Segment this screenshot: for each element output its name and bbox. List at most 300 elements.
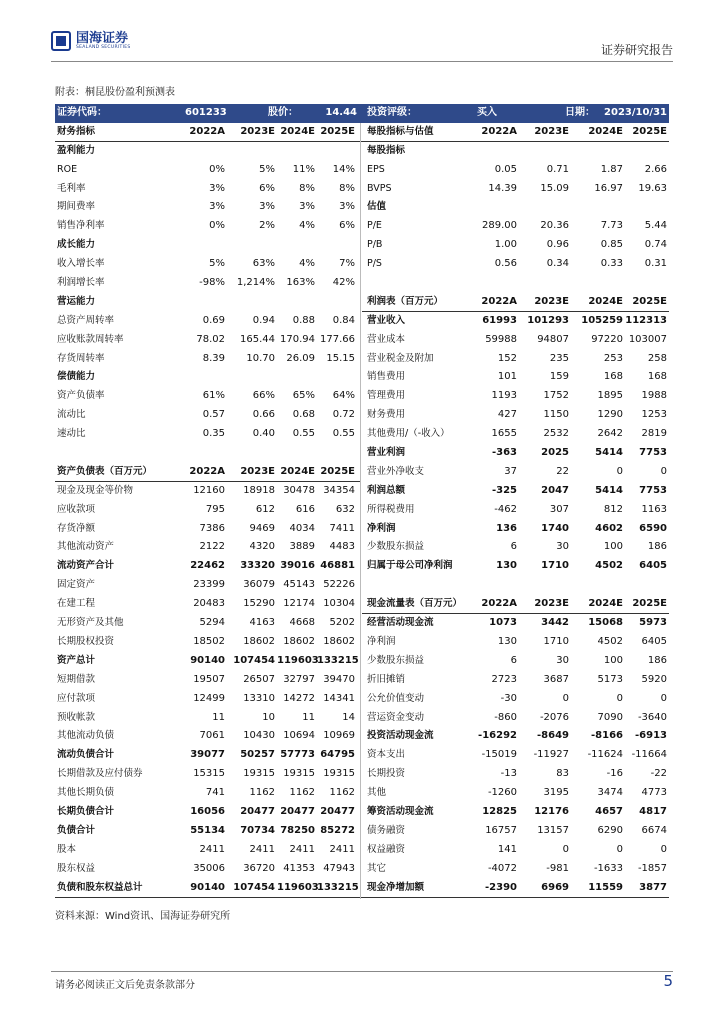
table-cell: 1162	[289, 787, 315, 799]
table-cell	[227, 444, 275, 463]
table-cell: 0	[616, 692, 623, 704]
table-cell: 6405	[639, 560, 667, 572]
row-label: 固定资产	[57, 579, 96, 591]
table-cell: 812	[603, 503, 623, 515]
table-cell	[277, 368, 315, 387]
row-label: 每股指标	[367, 144, 406, 156]
row-label: 利润增长率	[57, 277, 105, 289]
table-cell: 165.44	[240, 333, 275, 345]
table-cell: 2025E	[320, 125, 355, 137]
table-row	[55, 274, 669, 293]
row-label: 公允价值变动	[367, 692, 425, 704]
table-cell: 39016	[280, 560, 315, 572]
table-cell: 39077	[190, 749, 225, 761]
table-cell	[519, 142, 569, 161]
table-cell: -16292	[478, 730, 517, 742]
table-cell: 15290	[243, 598, 275, 610]
table-cell: 37	[504, 465, 517, 477]
table-cell: 235	[549, 352, 569, 364]
table-cell: 97220	[591, 333, 623, 345]
row-label: 长期借款及应付债券	[57, 768, 143, 780]
table-cell: 0	[660, 843, 667, 855]
table-cell: 1253	[641, 409, 667, 421]
table-cell	[175, 142, 225, 161]
table-row	[55, 501, 669, 520]
table-cell: 2411	[199, 843, 225, 855]
table-cell: 2%	[259, 220, 275, 232]
row-label: 偿债能力	[57, 371, 96, 383]
row-label: 筹资活动现金流	[367, 805, 434, 817]
table-cell: -13	[500, 768, 517, 780]
table-cell: 19315	[243, 768, 275, 780]
table-cell: 16056	[190, 805, 225, 817]
table-cell: 4657	[595, 805, 623, 817]
table-cell: 307	[549, 503, 569, 515]
row-label: 应付款项	[57, 692, 96, 704]
table-cell: 616	[295, 503, 315, 515]
table-cell: 2024E	[588, 598, 623, 610]
disclaimer-note: 请务必阅读正文后免责条款部分	[55, 980, 195, 991]
table-cell: 258	[647, 352, 667, 364]
table-cell: 16.97	[594, 182, 623, 194]
table-row	[55, 350, 669, 369]
table-cell: 3195	[543, 787, 569, 799]
row-label: 盈利能力	[57, 144, 96, 156]
table-row	[55, 463, 669, 482]
table-cell: 5973	[639, 617, 667, 629]
table-cell: 101293	[527, 314, 569, 326]
table-cell	[227, 368, 275, 387]
table-cell: 2022A	[189, 465, 225, 477]
table-cell: -8166	[591, 730, 623, 742]
table-cell: 1988	[641, 390, 667, 402]
table-top-row	[55, 104, 669, 123]
table-cell: -363	[491, 447, 517, 459]
table-cell: 177.66	[320, 333, 355, 345]
stock-code: 601233	[185, 107, 227, 118]
table-cell: 0.72	[332, 409, 355, 421]
table-cell: 6	[510, 541, 517, 553]
table-cell: 4%	[299, 258, 315, 270]
company-logo	[51, 31, 131, 51]
row-label: 投资活动现金流	[367, 730, 434, 742]
row-label: 应收款项	[57, 503, 96, 515]
table-cell: 4483	[329, 541, 355, 553]
table-cell: 4668	[289, 617, 315, 629]
table-cell	[227, 142, 275, 161]
table-cell: 1752	[543, 390, 569, 402]
row-label: 管理费用	[367, 390, 406, 402]
row-label: 资产负债表（百万元）	[57, 465, 153, 477]
table-cell: 78.02	[196, 333, 225, 345]
table-cell: 0	[660, 692, 667, 704]
table-cell: 1740	[541, 522, 569, 534]
page-number: 5	[663, 972, 673, 990]
table-row	[55, 803, 669, 822]
table-cell: 5920	[641, 673, 667, 685]
row-label: P/E	[367, 220, 382, 232]
table-cell: 2024E	[280, 125, 315, 137]
table-cell: 1,214%	[236, 277, 275, 289]
table-row	[55, 841, 669, 860]
table-row	[55, 690, 669, 709]
table-row	[55, 387, 669, 406]
row-label: 速动比	[57, 428, 86, 440]
row-label: 净利润	[367, 522, 396, 534]
table-cell	[519, 576, 569, 595]
table-cell: -325	[491, 484, 517, 496]
table-cell: 30	[556, 654, 569, 666]
table-cell: 22	[556, 465, 569, 477]
table-cell: 136	[496, 522, 517, 534]
row-label: 经营活动现金流	[367, 617, 434, 629]
table-cell: 4163	[249, 617, 275, 629]
table-cell: 0.55	[292, 428, 315, 440]
table-cell: 0.55	[332, 428, 355, 440]
row-label: ROE	[57, 163, 78, 175]
table-cell: 12176	[534, 805, 569, 817]
table-cell: 612	[255, 503, 275, 515]
table-cell: 26.09	[286, 352, 315, 364]
table-row	[55, 520, 669, 539]
row-label: 销售净利率	[57, 220, 105, 232]
table-cell: 130	[497, 635, 517, 647]
row-label: 每股指标与估值	[367, 125, 434, 137]
row-label: 应收账款周转率	[57, 333, 124, 345]
table-cell: 1290	[597, 409, 623, 421]
table-cell	[475, 142, 517, 161]
table-cell: 103007	[628, 333, 667, 345]
table-cell: 2723	[491, 673, 517, 685]
table-cell: 11	[302, 711, 315, 723]
row-label: 其他	[367, 787, 387, 799]
price-value: 14.44	[325, 107, 357, 118]
table-cell: 107454	[233, 654, 275, 666]
table-cell	[519, 198, 569, 217]
footer-divider	[51, 971, 673, 972]
table-cell: 4817	[639, 805, 667, 817]
row-label: 营业收入	[367, 314, 406, 326]
table-cell: 14341	[323, 692, 355, 704]
table-cell: 2023E	[534, 125, 569, 137]
table-cell: 2642	[597, 428, 623, 440]
table-cell: 168	[647, 371, 667, 383]
table-cell: 85272	[320, 824, 355, 836]
table-row	[55, 255, 669, 274]
table-cell: 66%	[252, 390, 275, 402]
rating-value: 买入	[477, 107, 497, 118]
row-label: 归属于母公司净利润	[367, 560, 453, 572]
table-cell: 133215	[317, 654, 359, 666]
table-cell: 19507	[193, 673, 225, 685]
page-header	[51, 31, 673, 61]
table-cell: 7061	[199, 730, 225, 742]
row-label: 短期借款	[57, 673, 96, 685]
row-label: 其他长期负债	[57, 787, 115, 799]
table-cell: 0.31	[644, 258, 667, 270]
table-cell	[317, 293, 355, 312]
row-label: 销售费用	[367, 371, 406, 383]
table-caption: 附表：桐昆股份盈利预测表	[55, 87, 175, 98]
table-row	[55, 879, 669, 898]
table-cell: 7.73	[600, 220, 623, 232]
table-cell: 6290	[597, 824, 623, 836]
table-cell: 1.00	[494, 239, 517, 251]
table-cell	[571, 274, 623, 293]
table-cell: 20477	[320, 805, 355, 817]
table-cell: 8%	[339, 182, 355, 194]
row-label: 营业税金及附加	[367, 352, 434, 364]
table-cell: 45143	[283, 579, 315, 591]
table-cell: 14.39	[488, 182, 517, 194]
table-cell: 14272	[283, 692, 315, 704]
table-cell: 59988	[485, 333, 517, 345]
header-divider	[51, 61, 673, 62]
table-cell: 0	[616, 465, 623, 477]
table-cell: 10304	[323, 598, 355, 610]
table-cell: 3%	[209, 201, 225, 213]
table-cell: -2390	[485, 881, 517, 893]
table-cell: 5414	[595, 447, 623, 459]
table-cell: 5.44	[644, 220, 667, 232]
table-cell: 41353	[283, 862, 315, 874]
table-cell: 152	[497, 352, 517, 364]
table-cell: 30478	[283, 484, 315, 496]
row-label: 资产负债率	[57, 390, 105, 402]
table-cell: 6%	[259, 182, 275, 194]
table-cell: 11559	[588, 881, 623, 893]
table-cell: 11	[212, 711, 225, 723]
document-type: 证券研究报告	[600, 43, 673, 57]
table-cell: 7411	[329, 522, 355, 534]
table-cell: -11624	[587, 749, 623, 761]
table-row	[55, 425, 669, 444]
table-cell: 7386	[199, 522, 225, 534]
table-cell: 5173	[597, 673, 623, 685]
table-cell: 6590	[639, 522, 667, 534]
table-cell: 13310	[243, 692, 275, 704]
table-cell: 168	[603, 371, 623, 383]
row-label: 营运资金变动	[367, 711, 425, 723]
table-cell: 35006	[193, 862, 225, 874]
table-cell: 36079	[243, 579, 275, 591]
table-cell	[625, 198, 667, 217]
table-cell: 0	[562, 692, 569, 704]
table-row	[55, 633, 669, 652]
table-cell: 18602	[283, 635, 315, 647]
table-row	[55, 538, 669, 557]
row-label: 资本支出	[367, 749, 406, 761]
row-label: 其他流动资产	[57, 541, 115, 553]
table-cell	[277, 444, 315, 463]
table-cell: 20483	[193, 598, 225, 610]
table-cell: 20477	[240, 805, 275, 817]
table-cell: 5%	[259, 163, 275, 175]
table-cell: 2023E	[534, 295, 569, 307]
table-cell: 3%	[339, 201, 355, 213]
table-cell: 4773	[641, 787, 667, 799]
row-label: 折旧摊销	[367, 673, 406, 685]
table-cell: 3889	[289, 541, 315, 553]
table-cell: 4320	[249, 541, 275, 553]
table-cell: 10430	[243, 730, 275, 742]
table-cell	[175, 368, 225, 387]
row-label: 收入增长率	[57, 258, 105, 270]
date-label: 日期：	[565, 107, 595, 118]
table-row	[55, 406, 669, 425]
table-cell	[227, 293, 275, 312]
table-cell: 3%	[299, 201, 315, 213]
table-cell: 90140	[190, 881, 225, 893]
row-label: 估值	[367, 201, 387, 213]
row-label: 营运能力	[57, 295, 96, 307]
table-cell	[625, 142, 667, 161]
row-label: 资产总计	[57, 654, 96, 666]
row-label: 股东权益	[57, 862, 96, 874]
table-row	[55, 727, 669, 746]
table-cell: 0.69	[202, 314, 225, 326]
table-cell: 7753	[639, 484, 667, 496]
table-cell: -981	[546, 862, 569, 874]
table-cell: 4602	[595, 522, 623, 534]
table-cell: 2122	[199, 541, 225, 553]
table-cell: 2023E	[240, 125, 275, 137]
table-cell: -2076	[539, 711, 569, 723]
table-cell	[317, 368, 355, 387]
table-cell: 7090	[597, 711, 623, 723]
table-cell: 0.40	[252, 428, 275, 440]
table-cell: 7%	[339, 258, 355, 270]
table-cell: 1710	[543, 635, 569, 647]
table-cell: 0.66	[252, 409, 275, 421]
table-cell: 64795	[320, 749, 355, 761]
table-cell: 0.94	[252, 314, 275, 326]
table-cell: 795	[205, 503, 225, 515]
table-cell	[317, 236, 355, 255]
table-cell: -15019	[481, 749, 517, 761]
row-label: 少数股东损益	[367, 541, 425, 553]
table-cell: 741	[205, 787, 225, 799]
table-cell: -11664	[631, 749, 667, 761]
table-cell: 8%	[299, 182, 315, 194]
table-cell	[227, 236, 275, 255]
table-cell: 1073	[489, 617, 517, 629]
table-row	[55, 236, 669, 255]
row-label: EPS	[367, 163, 385, 175]
table-cell	[475, 274, 517, 293]
row-label: 负债合计	[57, 824, 96, 836]
table-cell: 0.34	[546, 258, 569, 270]
row-label: 净利润	[367, 635, 396, 647]
row-label: 期间费率	[57, 201, 96, 213]
table-cell: -30	[500, 692, 517, 704]
row-label: 财务指标	[57, 125, 96, 137]
table-cell: 15.15	[326, 352, 355, 364]
table-row	[55, 368, 669, 387]
table-row	[55, 198, 669, 217]
table-cell: 163%	[286, 277, 315, 289]
table-cell: 19315	[323, 768, 355, 780]
row-label: 无形资产及其他	[57, 617, 124, 629]
table-cell: 65%	[292, 390, 315, 402]
table-cell: 61993	[482, 314, 517, 326]
table-cell	[317, 142, 355, 161]
table-cell: -22	[650, 768, 667, 780]
row-label: 总资产周转率	[57, 314, 115, 326]
table-cell: 4034	[289, 522, 315, 534]
table-cell: 5294	[199, 617, 225, 629]
table-cell: 46881	[320, 560, 355, 572]
table-cell: 57773	[280, 749, 315, 761]
table-cell: 2022A	[189, 125, 225, 137]
table-cell: 133215	[317, 881, 359, 893]
row-label: 预收帐款	[57, 711, 96, 723]
table-cell: 16757	[485, 824, 517, 836]
table-cell: 2023E	[240, 465, 275, 477]
table-row	[55, 746, 669, 765]
table-cell: 0.85	[600, 239, 623, 251]
row-label: P/S	[367, 258, 382, 270]
table-row	[55, 444, 669, 463]
table-cell: 2022A	[481, 598, 517, 610]
row-label: 负债和股东权益总计	[57, 881, 143, 893]
table-cell: 2024E	[588, 125, 623, 137]
table-cell	[175, 293, 225, 312]
table-cell: 100	[603, 541, 623, 553]
table-cell: 0.33	[600, 258, 623, 270]
table-cell: 2022A	[481, 125, 517, 137]
table-cell: 20477	[280, 805, 315, 817]
table-row	[55, 557, 669, 576]
table-row	[55, 331, 669, 350]
table-cell: 2819	[641, 428, 667, 440]
table-cell	[277, 142, 315, 161]
table-cell: 0.35	[202, 428, 225, 440]
table-cell: -8649	[537, 730, 569, 742]
table-cell: 2.66	[644, 163, 667, 175]
table-cell: 101	[497, 371, 517, 383]
table-cell: 0%	[209, 220, 225, 232]
table-row	[55, 595, 669, 614]
table-cell: 1162	[249, 787, 275, 799]
row-label: 营业成本	[367, 333, 406, 345]
table-cell: 2411	[249, 843, 275, 855]
table-cell: 4502	[597, 635, 623, 647]
row-label: 债务融资	[367, 824, 406, 836]
row-label: 权益融资	[367, 843, 406, 855]
row-label: 其他流动负债	[57, 730, 115, 742]
table-cell: 6405	[641, 635, 667, 647]
table-cell	[519, 274, 569, 293]
table-cell: 12174	[283, 598, 315, 610]
row-label: 成长能力	[57, 239, 96, 251]
table-row	[55, 671, 669, 690]
row-label: 营业利润	[367, 447, 406, 459]
table-cell: 3687	[543, 673, 569, 685]
table-cell: 0	[660, 465, 667, 477]
date-value: 2023/10/31	[604, 107, 667, 118]
table-cell: 19.63	[638, 182, 667, 194]
table-cell: 10694	[283, 730, 315, 742]
table-cell: 34354	[323, 484, 355, 496]
table-cell: 0	[616, 843, 623, 855]
row-rule	[55, 897, 669, 898]
table-cell: 141	[497, 843, 517, 855]
table-cell: 18602	[243, 635, 275, 647]
table-cell	[317, 444, 355, 463]
table-cell: 90140	[190, 654, 225, 666]
rating-label: 投资评级：	[367, 107, 417, 118]
